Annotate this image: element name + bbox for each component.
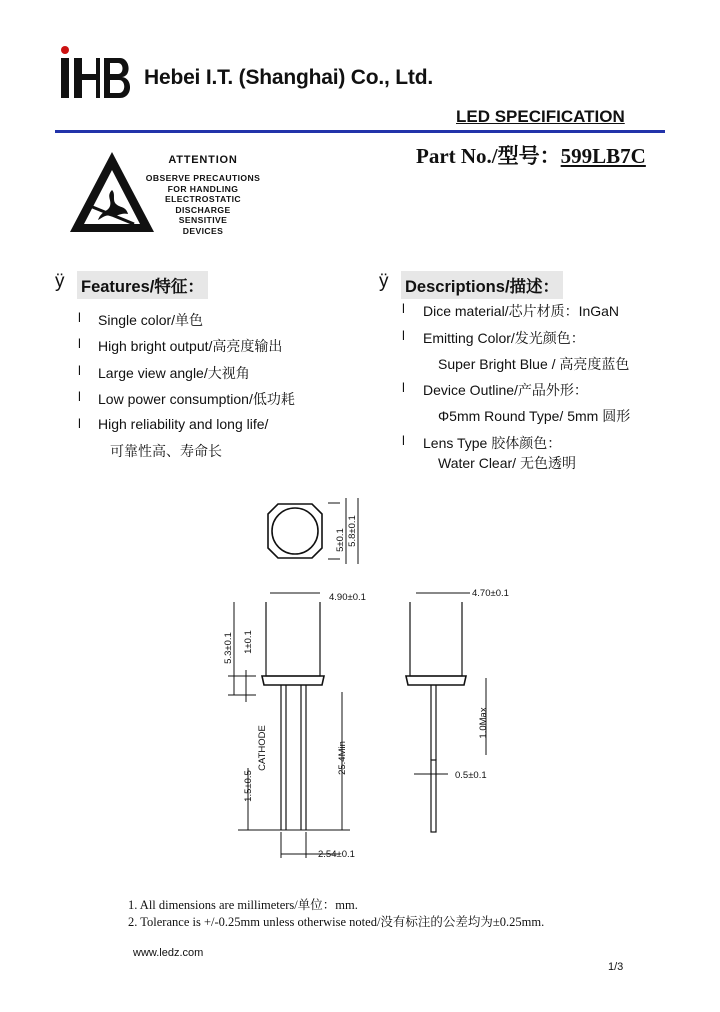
description-detail: Φ5mm Round Type/ 5mm 圆形 <box>438 408 631 424</box>
description-item: Device Outline/产品外形： <box>423 382 588 398</box>
footer-url[interactable]: www.ledz.com <box>133 947 204 959</box>
dim-label: 2.54±0.1 <box>318 849 355 860</box>
header-rule <box>55 130 665 133</box>
part-number-label: Part No./型号： <box>416 144 561 168</box>
note-line: 1. All dimensions are millimeters/单位：mm. <box>128 898 358 912</box>
description-detail: Water Clear/ 无色透明 <box>438 455 576 471</box>
attention-line: DISCHARGE <box>175 204 231 215</box>
item-bullet: l <box>78 416 81 431</box>
attention-line: OBSERVE PRECAUTIONS <box>145 173 261 183</box>
note-line: 2. Tolerance is +/-0.25mm unless otherwise noted/没有标注的公差均为±0.25mm. <box>128 915 545 929</box>
dim-label: 25.4Min <box>337 741 348 775</box>
item-bullet: l <box>402 328 405 343</box>
attention-line: SENSITIVE <box>178 215 228 226</box>
logo-dot <box>61 46 69 54</box>
attention-block <box>138 154 268 237</box>
item-bullet: l <box>78 389 81 404</box>
part-number <box>416 140 646 170</box>
description-item: Emitting Color/发光颜色： <box>423 330 585 346</box>
dimension-labels <box>223 515 509 860</box>
attention-line: DEVICES <box>182 225 224 236</box>
section-bullet: ÿ <box>379 271 389 292</box>
feature-item: Large view angle/大视角 <box>98 365 250 381</box>
attention-line: FOR HANDLING <box>167 183 239 194</box>
dim-label: 5±0.1 <box>335 528 346 552</box>
side-view <box>406 593 486 832</box>
dim-label: 1.5±0.5 <box>243 770 254 802</box>
description-item: Lens Type 胶体颜色： <box>423 435 562 451</box>
feature-item: High reliability and long life/ <box>98 416 269 432</box>
item-bullet: l <box>78 363 81 378</box>
feature-item: Low power consumption/低功耗 <box>98 391 295 407</box>
dim-label: 5.3±0.1 <box>223 632 234 664</box>
item-bullet: l <box>402 380 405 395</box>
feature-item: High bright output/高亮度输出 <box>98 338 283 354</box>
spec-title: LED SPECIFICATION <box>456 107 625 126</box>
description-item: Dice material/芯片材质：InGaN <box>423 303 620 319</box>
dimension-drawing <box>0 480 720 870</box>
company-name: Hebei I.T. (Shanghai) Co., Ltd. <box>144 66 433 89</box>
features-title: Features/特征： <box>77 271 208 299</box>
dim-label: 5.8±0.1 <box>347 515 358 547</box>
company-logo <box>52 44 134 102</box>
dim-label: 4.90±0.1 <box>329 592 366 603</box>
page-number: 1/3 <box>608 961 624 973</box>
item-bullet: l <box>78 336 81 351</box>
description-detail: Super Bright Blue / 高亮度蓝色 <box>438 356 630 372</box>
part-number-value: 599LB7C <box>560 144 646 168</box>
descriptions-title: Descriptions/描述： <box>401 271 563 299</box>
dim-label: 1±0.1 <box>243 630 254 654</box>
feature-item: Single color/单色 <box>98 312 204 328</box>
section-bullet: ÿ <box>55 271 65 292</box>
dim-label: 4.70±0.1 <box>472 588 509 599</box>
item-bullet: l <box>78 310 81 325</box>
item-bullet: l <box>402 301 405 316</box>
cathode-label: CATHODE <box>257 725 268 771</box>
dim-label: 1.0Max <box>478 707 489 739</box>
attention-heading: ATTENTION <box>168 154 238 166</box>
dim-label: 0.5±0.1 <box>455 770 487 781</box>
attention-line: ELECTROSTATIC <box>164 194 241 205</box>
feature-item-continuation: 可靠性高、寿命长 <box>110 443 222 459</box>
item-bullet: l <box>402 433 405 448</box>
